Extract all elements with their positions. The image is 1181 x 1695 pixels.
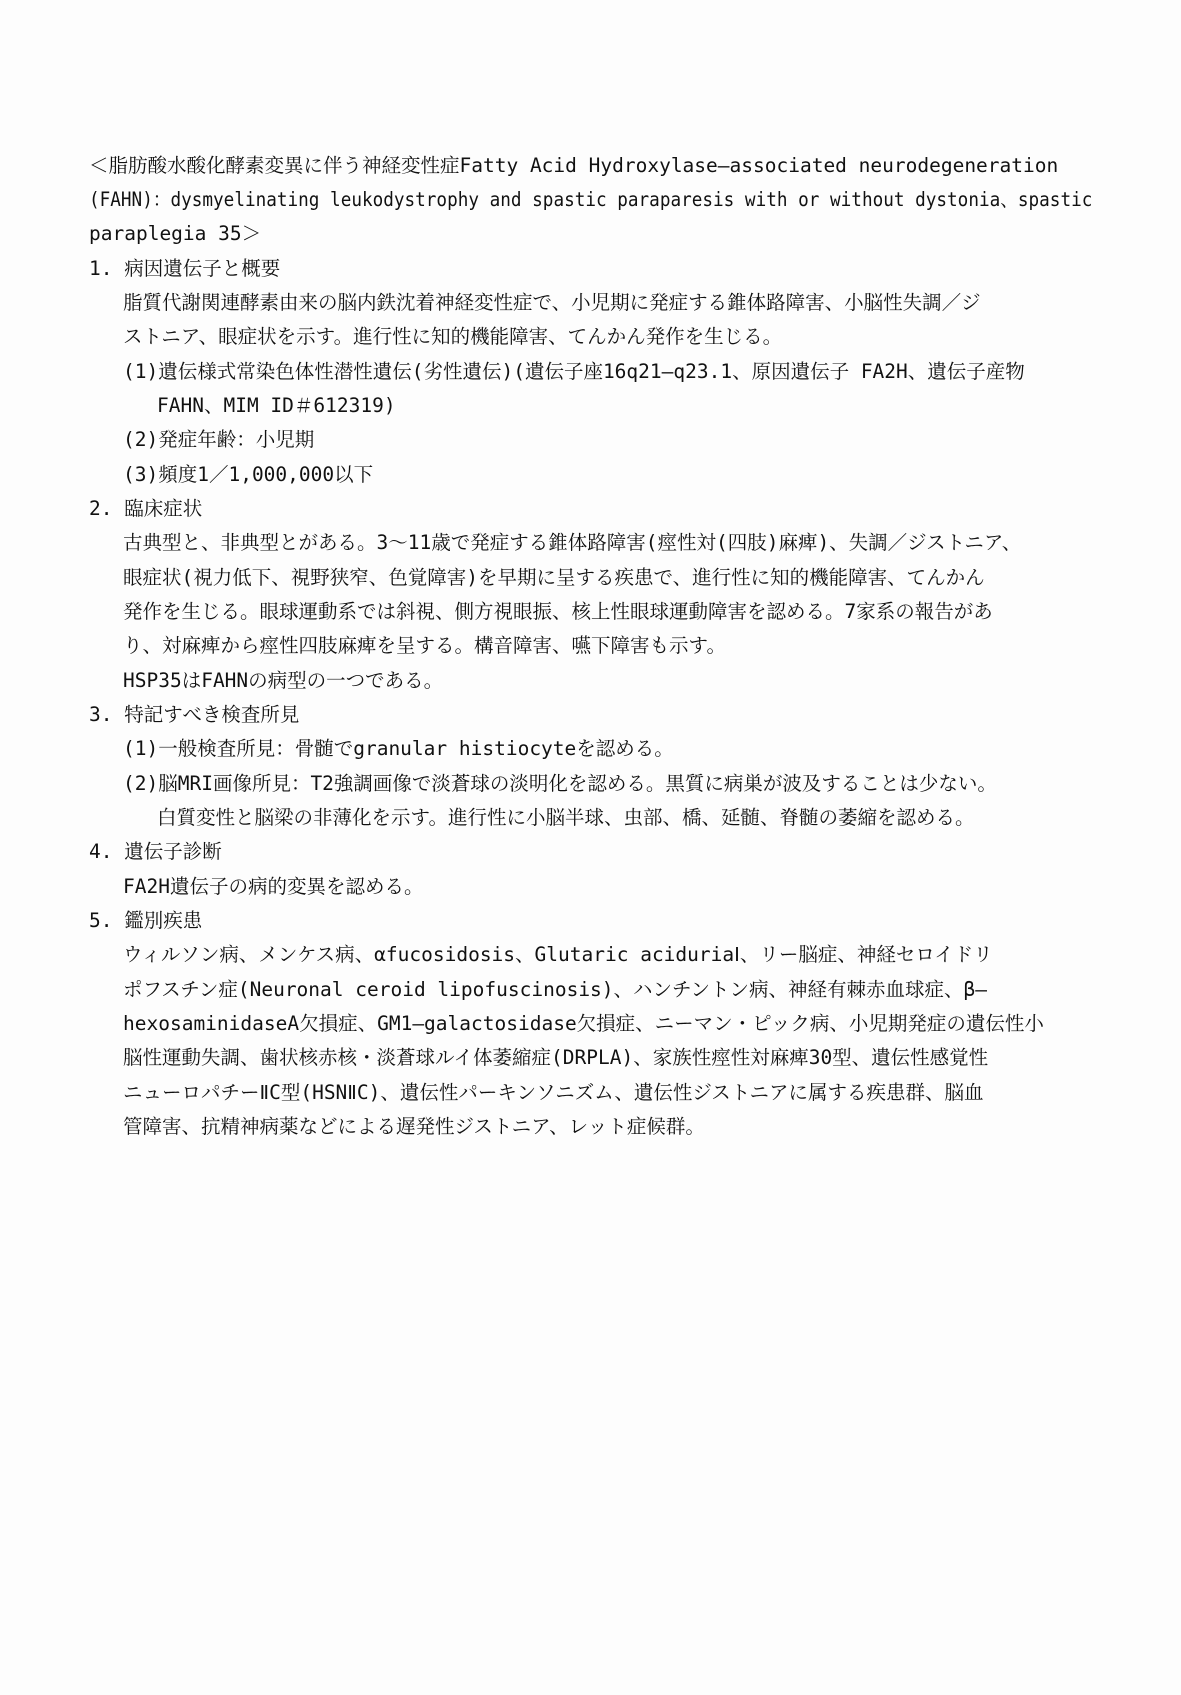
document-title-line-3: paraplegia 35＞ (89, 222, 262, 245)
document-title-line-1: ＜脂肪酸水酸化酵素変異に伴う神経変性症Fatty Acid Hydroxylase—associated neurodegeneration (89, 154, 1059, 177)
section-2-text: 古典型と、非典型とがある。3〜11歳で発症する錐体路障害(痙性対(四肢)麻痺)、失調／ジストニア、 (123, 531, 1022, 554)
section-2-text: 眼症状(視力低下、視野狭窄、色覚障害)を早期に呈する疾患で、進行性に知的機能障害、てんかん (123, 566, 985, 589)
section-5-text: ウィルソン病、メンケス病、αfucosidosis、Glutaric aciduriaⅠ、リー脳症、神経セロイドリ (123, 943, 993, 966)
section-4-text: FA2H遺伝子の病的変異を認める。 (123, 875, 424, 898)
section-5-text: ポフスチン症(Neuronal ceroid lipofuscinosis)、ハンチントン病、神経有棘赤血球症、β— (123, 978, 988, 1001)
section-heading-4: 4. 遺伝子診断 (89, 840, 222, 863)
section-5-text: hexosaminidaseA欠損症、GM1—galactosidase欠損症、ニーマン・ピック病、小児期発症の遺伝性小 (123, 1012, 1044, 1035)
section-heading-3: 3. 特記すべき検査所見 (89, 703, 300, 726)
section-2-text: HSP35はFAHNの病型の一つである。 (123, 669, 444, 692)
section-1-item-1: (1)遺伝様式常染色体性潜性遺伝(劣性遺伝)(遺伝子座16q21—q23.1、原因遺伝子 FA2H、遺伝子産物 (123, 360, 1025, 383)
section-3-item-2-cont: 白質変性と脳梁の非薄化を示す。進行性に小脳半球、虫部、橋、延髄、脊髄の萎縮を認める。 (157, 806, 975, 829)
section-3-item-1: (1)一般検査所見：骨髄でgranular histiocyteを認める。 (123, 737, 674, 760)
section-heading-2: 2. 臨床症状 (89, 497, 203, 520)
section-2-text: り、対麻痺から痙性四肢麻痺を呈する。構音障害、嚥下障害も示す。 (123, 634, 726, 657)
section-2-text: 発作を生じる。眼球運動系では斜視、側方視眼振、核上性眼球運動障害を認める。7家系の報告があ (123, 600, 993, 623)
section-5-text: 管障害、抗精神病薬などによる遅発性ジストニア、レット症候群。 (123, 1115, 705, 1138)
section-5-text: ニューロパチーⅡC型(HSNⅡC)、遺伝性パーキンソニズム、遺伝性ジストニアに属する疾患群、脳血 (123, 1081, 984, 1104)
section-heading-5: 5. 鑑別疾患 (89, 909, 203, 932)
section-1-text: ストニア、眼症状を示す。進行性に知的機能障害、てんかん発作を生じる。 (123, 325, 783, 348)
section-1-item-1-cont: FAHN、MIM ID＃612319) (157, 394, 396, 417)
section-1-item-2: (2)発症年齢：小児期 (123, 428, 315, 451)
section-3-item-2: (2)脳MRI画像所見：T2強調画像で淡蒼球の淡明化を認める。黒質に病巣が波及することは少ない。 (123, 772, 997, 795)
section-5-text: 脳性運動失調、歯状核赤核・淡蒼球ルイ体萎縮症(DRPLA)、家族性痙性対麻痺30型、遺伝性感覚性 (123, 1046, 989, 1069)
section-heading-1: 1. 病因遺伝子と概要 (89, 257, 281, 280)
section-1-item-3: (3)頻度1／1,000,000以下 (123, 463, 374, 486)
document-title-line-2: (FAHN)：dysmyelinating leukodystrophy and spastic paraparesis with or without dystonia、spastic (89, 188, 1093, 211)
section-1-text: 脂質代謝関連酵素由来の脳内鉄沈着神経変性症で、小児期に発症する錐体路障害、小脳性失調／ジ (123, 291, 981, 314)
